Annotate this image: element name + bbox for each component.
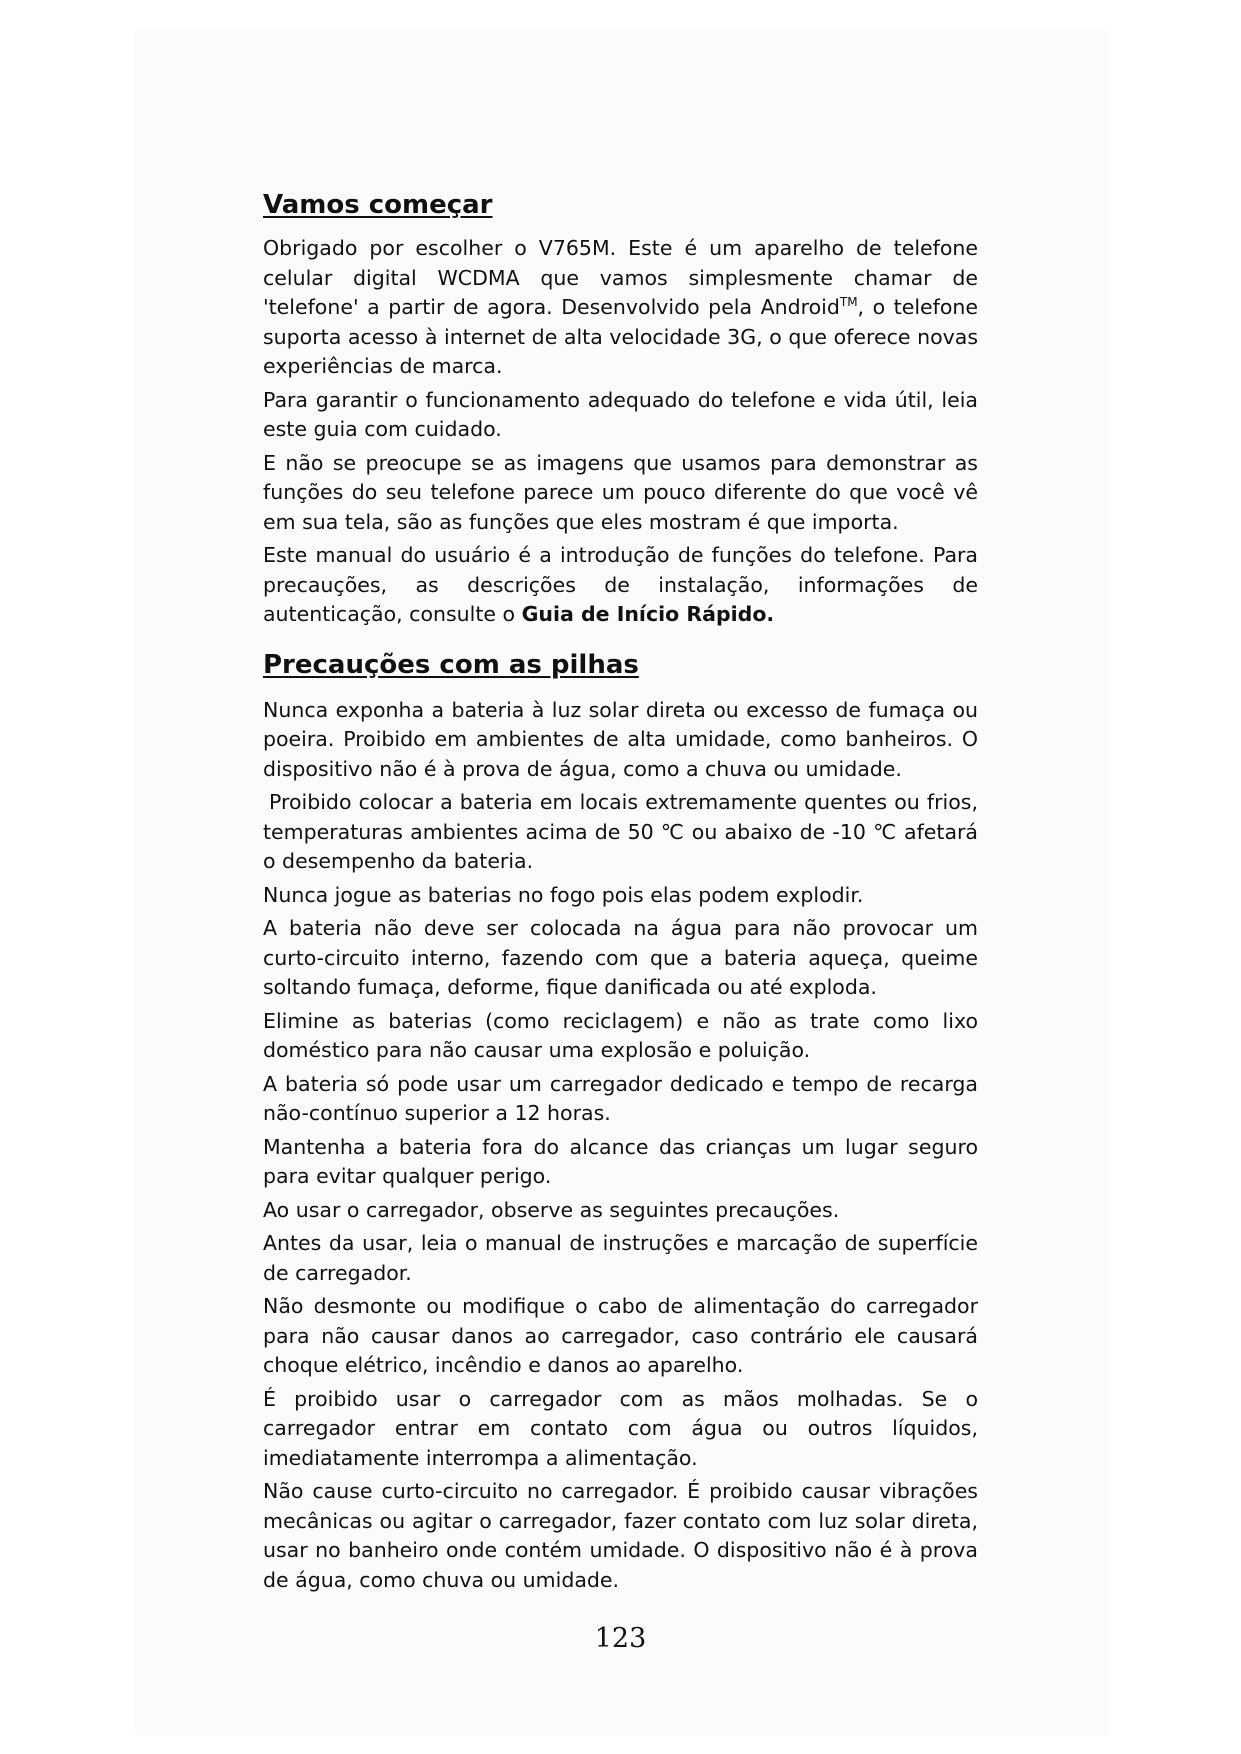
section-title-getting-started: Vamos começar [263,190,493,220]
precaution-paragraph: A bateria só pode usar um carregador dedicado e tempo de recarga não-contínuo superior a 12 horas. [263,1071,978,1125]
precaution-paragraph: Antes da usar, leia o manual de instruções e marcação de superfície de carregador. [263,1231,978,1285]
quick-start-guide-reference: Guia de Início Rápido. [521,602,775,626]
paragraph-guide: Para garantir o funcionamento adequado do telefone e vida útil, leia este guia com cuidado. [263,387,978,441]
paragraph-manual [263,541,978,630]
precaution-paragraph: Elimine as baterias (como reciclagem) e não as trate como lixo doméstico para não causar uma explosão e poluição. [263,1008,978,1062]
intro-text-a: Obrigado por escolher o V765M. Este é um aparelho de telefone celular digital WCDMA que vamos simplesmente chamar de 'telefone' a partir de agora. Desenvolvido pela Android [263,236,978,319]
intro-text-b: , o telefone suporta acesso à internet de alta velocidade 3G, o que oferece novas experiências de marca. [263,295,978,378]
precaution-paragraph: Não desmonte ou modifique o cabo de alimentação do carregador para não causar danos ao carregador, caso contrário ele causará choque elétrico, incêndio e danos ao aparelho. [263,1294,978,1377]
page-content [263,188,978,1599]
manual-text: Este manual do usuário é a introdução de funções do telefone. Para precauções, as descrições de instalação, informações de autenticação, consulte o [263,543,978,626]
precaution-paragraph: Nunca exponha a bateria à luz solar direta ou excesso de fumaça ou poeira. Proibido em ambientes de alta umidade, como banheiros. O dispositivo não é à prova de água, como a chuva ou umidade. [263,697,978,781]
precaution-paragraph: Proibido colocar a bateria em locais extremamente quentes ou frios, temperaturas ambientes acima de 50 ℃ ou abaixo de -10 ℃ afetará o desempenho da bateria. [263,790,978,873]
precaution-paragraph: A bateria não deve ser colocada na água para não provocar um curto-circuito interno, fazendo com que a bateria aqueça, queime soltando fumaça, deforme, fique danificada ou até exploda. [263,916,978,999]
trademark-mark: TM [839,295,858,310]
precaution-paragraph: É proibido usar o carregador com as mãos molhadas. Se o carregador entrar em contato com água ou outros líquidos, imediatamente interrompa a alimentação. [263,1386,978,1470]
page-number: 123 [594,1623,647,1654]
precaution-paragraph: Nunca jogue as baterias no fogo pois elas podem explodir. [263,882,864,907]
section-title-battery-precautions: Precauções com as pilhas [263,649,639,680]
paragraph-intro [263,234,978,382]
precaution-paragraph: Não cause curto-circuito no carregador. É proibido causar vibrações mecânicas ou agitar o carregador, fazer contato com luz solar direta, usar no banheiro onde contém umidade. O dispositivo não é à prova de água, como chuva ou umidade. [263,1479,978,1592]
precaution-paragraph: Mantenha a bateria fora do alcance das crianças um lugar seguro para evitar qualquer perigo. [263,1134,978,1188]
paragraph-images: E não se preocupe se as imagens que usamos para demonstrar as funções do seu telefone parece um pouco diferente do que você vê em sua tela, são as funções que eles mostram é que importa. [263,450,978,534]
precaution-paragraph: Ao usar o carregador, observe as seguintes precauções. [263,1197,840,1222]
